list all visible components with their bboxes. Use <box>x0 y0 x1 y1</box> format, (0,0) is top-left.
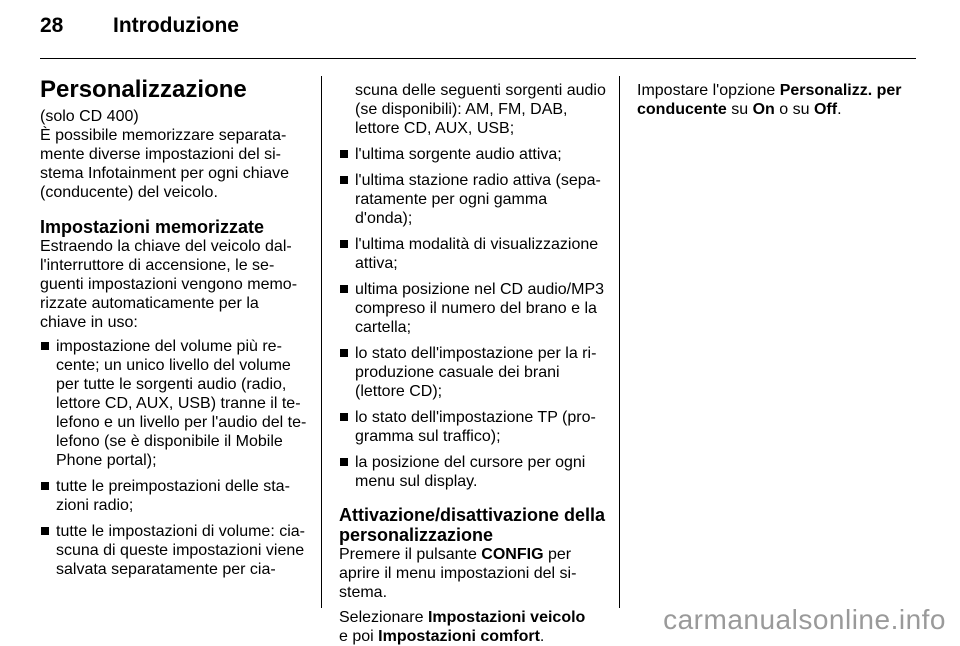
list-item: lo stato dell'impostazione TP (pro- gramma sul traffico); <box>339 408 609 446</box>
bullet-square-icon <box>340 150 348 158</box>
bullet-square-icon <box>41 482 49 490</box>
list-item: ultima posizione nel CD audio/MP3 compreso il numero del brano e la cartella; <box>339 280 609 337</box>
watermark: carmanualsonline.info <box>663 604 946 635</box>
stored-settings-list-continued <box>339 145 609 491</box>
subtitle: (solo CD 400) <box>40 108 139 125</box>
intro-paragraph: È possibile memorizzare separata- mente diverse impostazioni del si- stema Infotainment per ogni chiave (conducente) del veicolo. <box>40 127 290 201</box>
header-divider <box>40 58 916 59</box>
option-off: Off <box>813 101 838 118</box>
bullet-square-icon <box>340 458 348 466</box>
menu-comfort-settings: Impostazioni comfort <box>378 628 540 645</box>
bullet-square-icon <box>340 349 348 357</box>
section-title: Introduzione <box>113 14 239 37</box>
stored-settings-paragraph: Estraendo la chiave del veicolo dal- l'interruttore di accensione, le se- guenti impostazioni vengono memo- rizzate automaticamente per la chiave in uso: <box>40 238 298 331</box>
column-divider-1 <box>321 76 322 608</box>
bullet-square-icon <box>41 342 49 350</box>
heading-stored-settings: Impostazioni memorizzate <box>40 217 265 237</box>
menu-vehicle-settings: Impostazioni veicolo <box>427 609 586 626</box>
list-item: l'ultima stazione radio attiva (sepa- ratamente per ogni gamma d'onda); <box>339 171 609 228</box>
list-item: lo stato dell'impostazione per la ri- produzione casuale dei brani (lettore CD); <box>339 344 609 401</box>
bullet-square-icon <box>340 240 348 248</box>
page-title: Personalizzazione <box>40 76 247 103</box>
activation-paragraph-1: Premere il pulsante CONFIG per aprire il menu impostazioni del si- stema. <box>339 546 577 601</box>
page-number: 28 <box>40 14 64 37</box>
list-item: tutte le preimpostazioni delle sta- zioni radio; <box>40 477 310 515</box>
option-on: On <box>752 101 775 118</box>
list-item: la posizione del cursore per ogni menu sul display. <box>339 453 609 491</box>
list-item: impostazione del volume più re- cente; un unico livello del volume per tutte le sorgenti audio (radio, lettore CD, AUX, USB) tranne il te- lefono e un livello per l'audio del te- lefono (se è disponibile il Mobile Phone portal); <box>40 337 310 470</box>
column-3 <box>637 81 917 119</box>
bullet-square-icon <box>41 527 49 535</box>
option-driver-personalization: Personalizz. per <box>779 82 902 99</box>
list-item: tutte le impostazioni di volume: cia- scuna di queste impostazioni viene salvata separatamente per cia- <box>40 522 310 579</box>
list-item: l'ultima modalità di visualizzazione attiva; <box>339 235 609 273</box>
heading-activation: Attivazione/disattivazione della personalizzazione <box>339 505 606 545</box>
continued-text: scuna delle seguenti sorgenti audio (se disponibili): AM, FM, DAB, lettore CD, AUX, USB; <box>355 82 606 137</box>
option-paragraph: Impostare l'opzione Personalizz. per conducente su On o su Off. <box>637 82 902 118</box>
column-2 <box>339 81 609 646</box>
list-item: l'ultima sorgente audio attiva; <box>339 145 609 164</box>
activation-paragraph-2: Selezionare Impostazioni veicolo e poi Impostazioni comfort. <box>339 609 586 645</box>
bullet-square-icon <box>340 413 348 421</box>
bullet-square-icon <box>340 285 348 293</box>
bullet-square-icon <box>340 176 348 184</box>
column-1 <box>40 76 310 586</box>
column-divider-2 <box>619 76 620 608</box>
stored-settings-list <box>40 337 310 579</box>
page-header <box>40 14 920 58</box>
config-button-label: CONFIG <box>481 546 544 563</box>
